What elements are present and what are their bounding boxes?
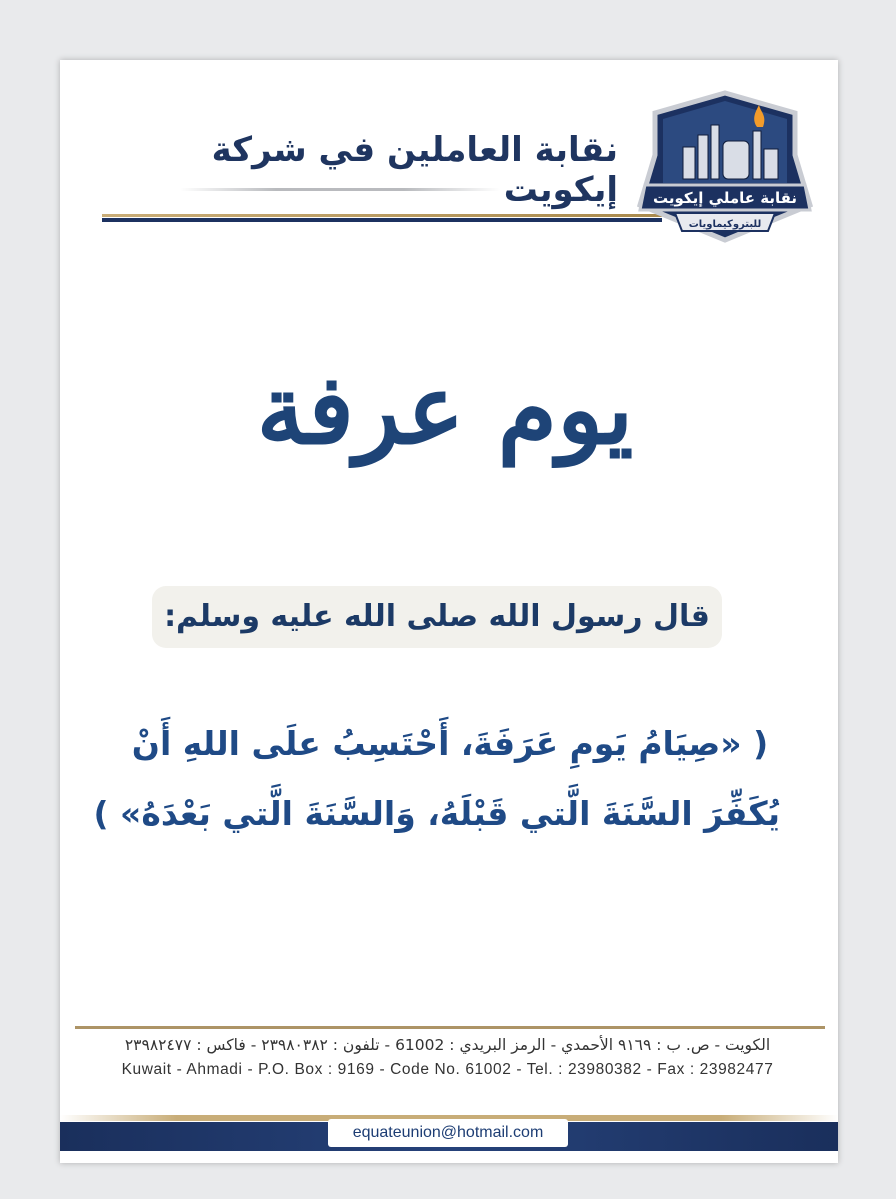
footer-rule: [75, 1026, 825, 1029]
email-address[interactable]: equateunion@hotmail.com: [328, 1119, 568, 1147]
letterhead-page: [60, 60, 838, 1163]
hadith-line-1: ( «صِيَامُ يَومِ عَرَفَةَ، أَحْتَسِبُ علَى اللهِ أَنْ: [131, 724, 769, 763]
address-english: Kuwait - Ahmadi - P.O. Box : 9169 - Code No. 61002 - Tel. : 23980382 - Fax : 23982477: [121, 1061, 774, 1078]
title-underline: [180, 188, 500, 191]
yawm-arafah-calligraphy: يوم عرفة: [256, 353, 634, 466]
header-rule: [102, 214, 662, 222]
union-logo: [635, 85, 815, 245]
svg-text:للبتروكيماويات: للبتروكيماويات: [688, 219, 762, 230]
svg-text:نقابة عاملي إيكويت: نقابة عاملي إيكويت: [652, 189, 798, 207]
intro-text: قال رسول الله صلى الله عليه وسلم:: [164, 599, 710, 634]
intro-pill: [152, 586, 722, 648]
address-arabic: الكويت - ص. ب : ٩١٦٩ الأحمدي - الرمز البريدي : 61002 - تلفون : ٢٣٩٨٠٣٨٢ - فاكس : ٢٣٩٨٢٤٧٧: [124, 1036, 771, 1054]
union-title: نقابة العاملين في شركة إيكويت: [211, 130, 618, 210]
hadith-line-2: يُكَفِّرَ السَّنَةَ الَّتي قَبْلَهُ، وَالسَّنَةَ الَّتي بَعْدَهُ» ): [93, 794, 780, 833]
